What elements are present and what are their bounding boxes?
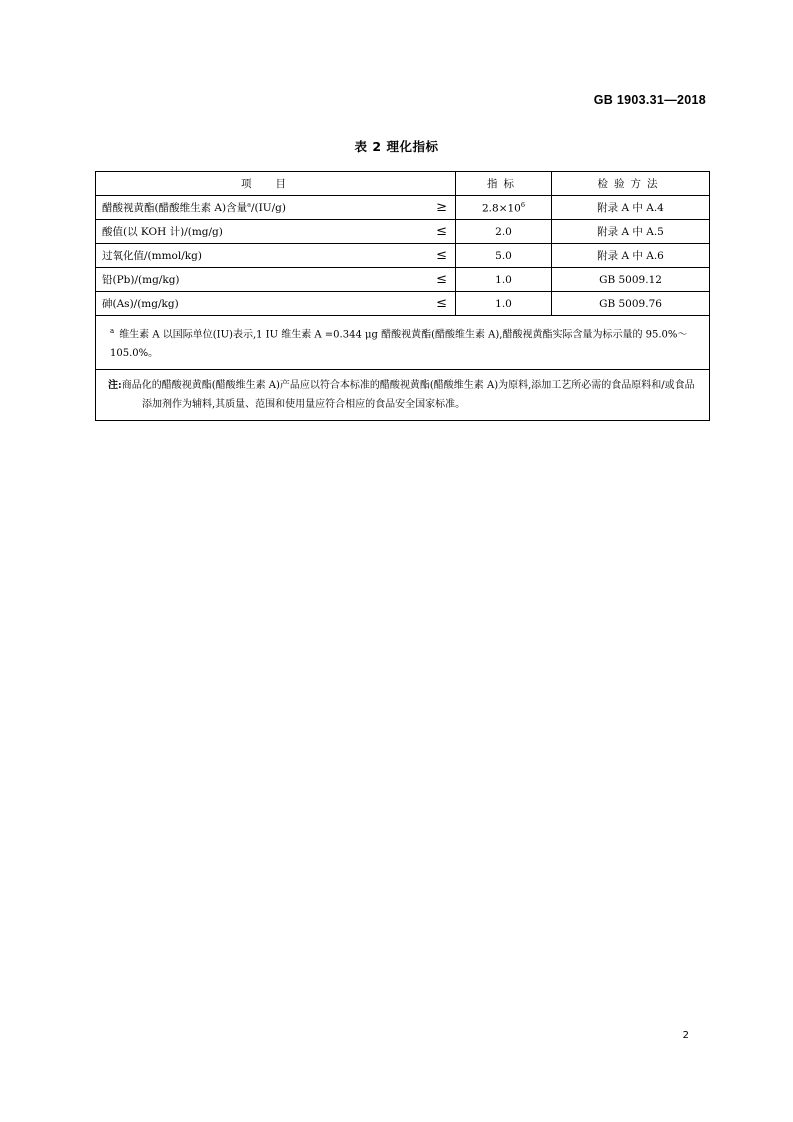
physicochemical-table xyxy=(95,171,710,421)
footnote-row xyxy=(96,316,710,370)
table-row xyxy=(96,220,710,244)
row-item: 过氧化值/(mmol/kg) xyxy=(96,244,414,268)
row-method: GB 5009.12 xyxy=(552,268,710,292)
footnote-mark: a xyxy=(110,327,115,335)
table-note: 注:商品化的醋酸视黄酯(醋酸维生素 A)产品应以符合本标准的醋酸视黄酯(醋酸维生素 A)为原料,添加工艺所必需的食品原料和/或食品添加剂作为辅料,其质量、范围和使用量应符合相应的食品安全国家标准。 xyxy=(96,370,710,421)
row-symbol: ≤ xyxy=(414,244,456,268)
row-method: 附录 A 中 A.5 xyxy=(552,220,710,244)
row-value: 5.0 xyxy=(456,244,552,268)
row-value: 1.0 xyxy=(456,292,552,316)
column-header-method: 检验方法 xyxy=(552,172,710,196)
row-method: GB 5009.76 xyxy=(552,292,710,316)
table-footnote: $^a$ 维生素 A 以国际单位(IU)表示,1 IU 维生素 A =0.344 μg 醋酸视黄酯(醋酸维生素 A),醋酸视黄酯实际含量为标示量的 95.0%～105.0%。 xyxy=(96,316,710,370)
row-method: 附录 A 中 A.4 xyxy=(552,196,710,220)
row-method: 附录 A 中 A.6 xyxy=(552,244,710,268)
table-header-row xyxy=(96,172,710,196)
page-number: 2 xyxy=(682,1030,689,1041)
table-row xyxy=(96,196,710,220)
note-label: 注: xyxy=(108,380,122,392)
table-row xyxy=(96,268,710,292)
row-item: 酸值(以 KOH 计)/(mg/g) xyxy=(96,220,414,244)
row-value: 2.0 xyxy=(456,220,552,244)
table-row xyxy=(96,244,710,268)
footnote-mark: a xyxy=(247,200,252,209)
row-symbol: ≤ xyxy=(414,292,456,316)
table-title: 表 2 理化指标 xyxy=(354,139,439,154)
column-header-indicator: 指标 xyxy=(456,172,552,196)
table-row xyxy=(96,292,710,316)
column-header-item: 项目 xyxy=(96,172,456,196)
row-symbol: ≤ xyxy=(414,268,456,292)
row-item: 铅(Pb)/(mg/kg) xyxy=(96,268,414,292)
row-symbol: ≤ xyxy=(414,220,456,244)
note-row xyxy=(96,370,710,421)
row-value: 1.0 xyxy=(456,268,552,292)
standard-code: GB 1903.31—2018 xyxy=(593,93,706,107)
row-item: 醋酸视黄酯(醋酸维生素 A)含量$^a$/(IU/g) xyxy=(96,196,414,220)
row-value: $2.8\times 10^6$ xyxy=(456,196,552,220)
row-item: 砷(As)/(mg/kg) xyxy=(96,292,414,316)
row-symbol: ≥ xyxy=(414,196,456,220)
